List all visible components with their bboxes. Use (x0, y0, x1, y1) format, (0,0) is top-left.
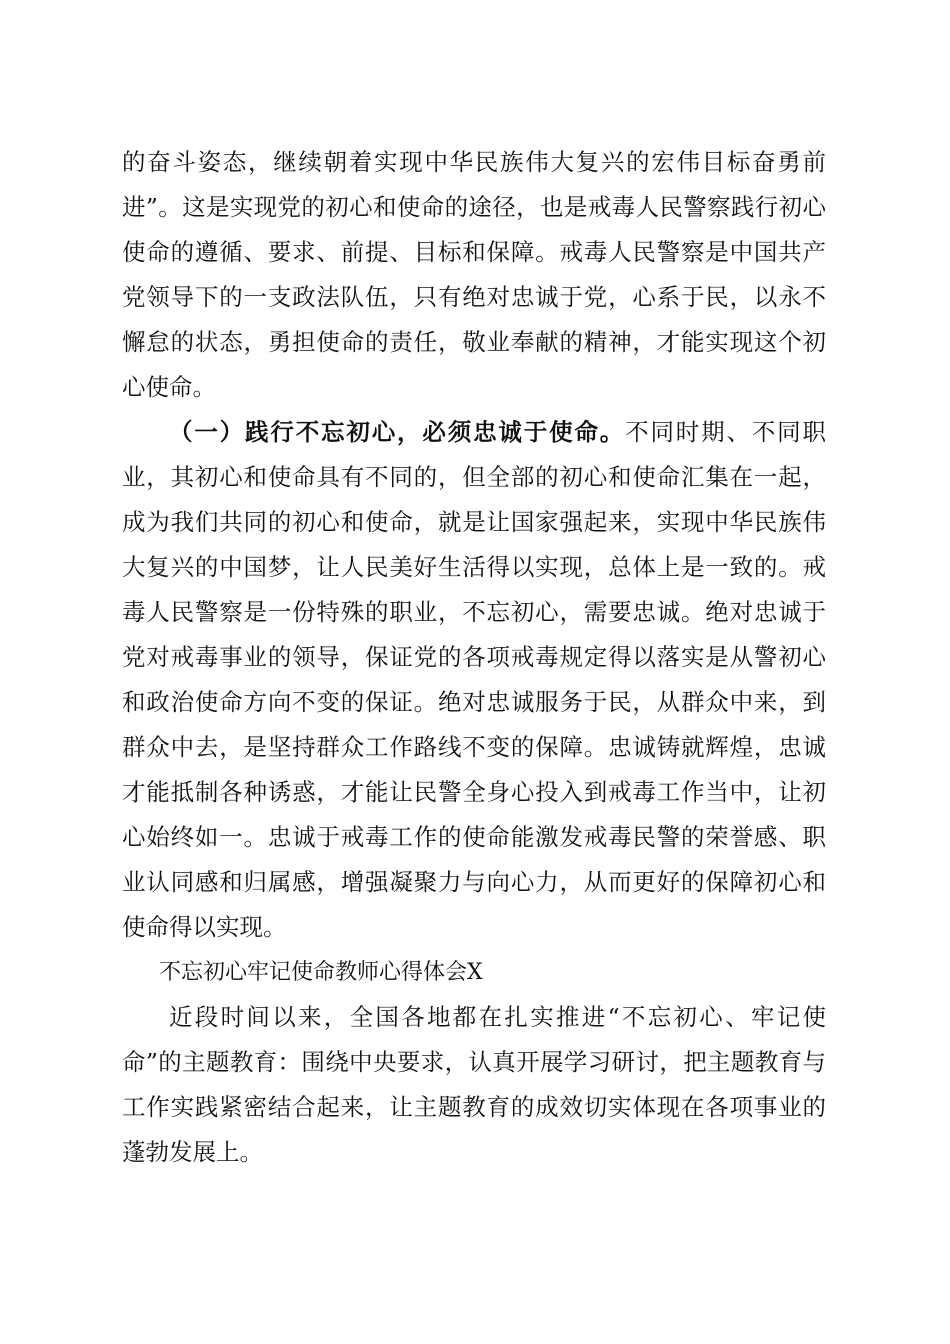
paragraph-heading: （一）践行不忘初心，必须忠诚于使命。 (169, 418, 626, 446)
document-body (122, 140, 826, 1175)
paragraph-continuation: 的奋斗姿态，继续朝着实现中华民族伟大复兴的宏伟目标奋勇前进”。这是实现党的初心和使命的途径，也是戒毒人民警察践行初心使命的遵循、要求、前提、目标和保障。戒毒人民警察是中国共产党领导下的一支政法队伍，只有绝对忠诚于党，心系于民，以永不懈怠的状态，勇担使命的责任，敬业奉献的精神，才能实现这个初心使命。 (122, 148, 826, 401)
paragraph-loyalty (122, 410, 826, 950)
paragraph-intro: 近段时间以来，全国各地都在扎实推进“不忘初心、牢记使命”的主题教育：围绕中央要求，认真开展学习研讨，把主题教育与工作实践紧密结合起来，让主题教育的成效切实体现在各项事业的蓬勃发展上。 (122, 1003, 826, 1166)
section-title: 不忘初心牢记使命教师心得体会X (159, 960, 483, 985)
paragraph-body: 不同时期、不同职业，其初心和使命具有不同的，但全部的初心和使命汇集在一起，成为我们共同的初心和使命，就是让国家强起来，实现中华民族伟大复兴的中国梦，让人民美好生活得以实现，总体上是一致的。戒毒人民警察是一份特殊的职业，不忘初心，需要忠诚。绝对忠诚于党对戒毒事业的领导，保证党的各项戒毒规定得以落实是从警初心和政治使命方向不变的保证。绝对忠诚服务于民，从群众中来，到群众中去，是坚持群众工作路线不变的保障。忠诚铸就辉煌，忠诚才能抵制各种诱惑，才能让民警全身心投入到戒毒工作当中，让初心始终如一。忠诚于戒毒工作的使命能激发戒毒民警的荣誉感、职业认同感和归属感，增强凝聚力与向心力，从而更好的保障初心和使命得以实现。 (122, 418, 827, 941)
